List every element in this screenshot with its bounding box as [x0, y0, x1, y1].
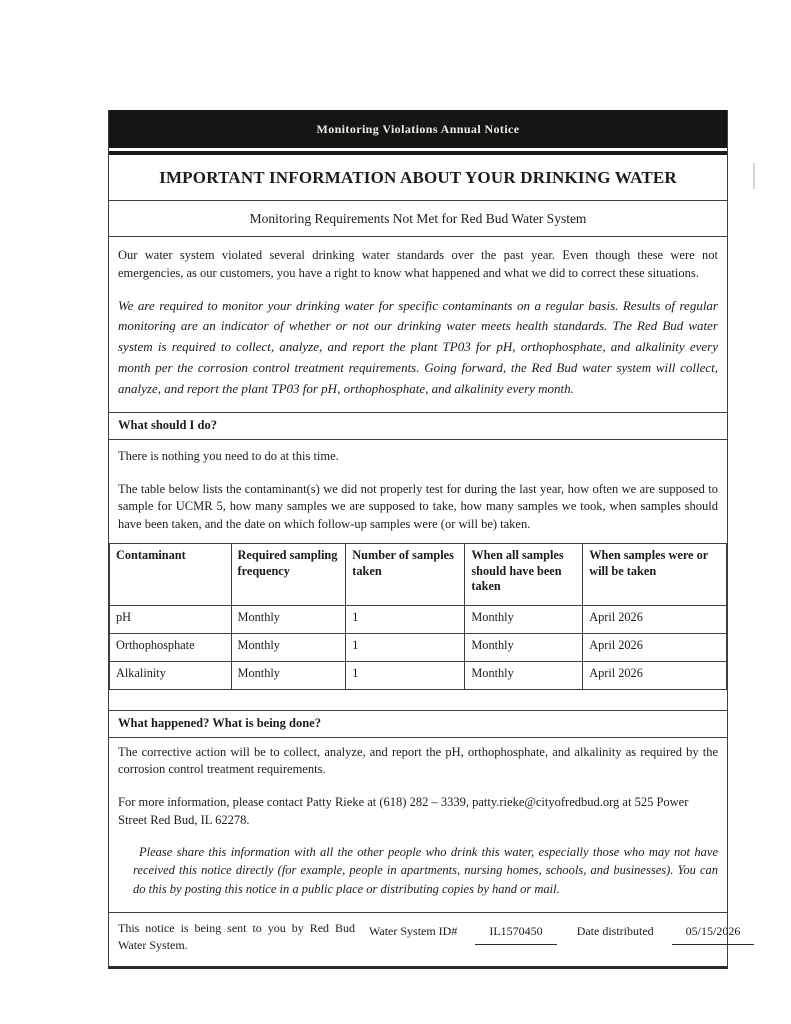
cell-frequency: Monthly	[231, 633, 346, 661]
date-distributed-value: 05/15/2026	[672, 924, 755, 945]
cell-samples-taken: 1	[346, 633, 465, 661]
share-notice-text: Please share this information with all the other people who drink this water, especially those who may not have received this notice directly (for example, people in apartments, nursing homes, schools, and businesses). You can do this by posting this notice in a public place or distributing copies by hand or mail.	[133, 844, 718, 897]
monitoring-requirement-paragraph: We are required to monitor your drinking water for specific contaminants on a regular basis. Results of regular monitoring are an indicator of whether or not our drinking water meets health standards. The Red Bud water system is required to collect, analyze, and report the plant TP03 for pH, orthophosphate, and alkalinity every month per the corrosion control treatment requirements. Going forward, the Red Bud water system will collect, analyze, and report the plant TP03 for pH, orthophosphate, and alkalinity every month.	[118, 297, 718, 396]
table-row	[110, 633, 727, 661]
table-intro-text: The table below lists the contaminant(s) we did not properly test for during the last year, how often we are supposed to sample for UCMR 5, how many samples we are supposed to take, how many samples we took, when samples should have been taken, and the date on which follow-up samples were (or will be) taken.	[118, 481, 718, 531]
page-title: IMPORTANT INFORMATION ABOUT YOUR DRINKING WATER	[109, 155, 727, 201]
col-header-contaminant: Contaminant	[110, 544, 232, 605]
col-header-required-frequency: Required sampling frequency	[231, 544, 346, 605]
corrective-action-text: The corrective action will be to collect, analyze, and report the pH, orthophosphate, and alkalinity as required by the corrosion control treatment requirements.	[118, 744, 718, 777]
table-row	[110, 605, 727, 633]
notice-document	[108, 110, 741, 969]
what-happened-body	[109, 738, 727, 912]
col-header-when-will-be-taken: When samples were or will be taken	[583, 544, 727, 605]
cell-frequency: Monthly	[231, 661, 346, 689]
what-should-i-do-heading: What should I do?	[109, 412, 727, 440]
cell-contaminant: Orthophosphate	[110, 633, 232, 661]
intro-section	[109, 237, 727, 412]
cell-when-will: April 2026	[583, 633, 727, 661]
sent-by-text: This notice is being sent to you by Red Bud Water System.	[118, 920, 355, 952]
cell-when-should: Monthly	[465, 605, 583, 633]
violations-table	[109, 543, 727, 689]
what-should-i-do-body	[109, 440, 727, 543]
banner-bar: Monitoring Violations Annual Notice	[109, 110, 727, 148]
what-happened-heading: What happened? What is being done?	[109, 710, 727, 738]
cell-when-should: Monthly	[465, 633, 583, 661]
cell-frequency: Monthly	[231, 605, 346, 633]
table-row	[110, 661, 727, 689]
footer-strip	[109, 912, 741, 967]
intro-paragraph: Our water system violated several drinking water standards over the past year. Even though these were not emergencies, as our customers, you have a right to know what happened and what we did to correct these situations.	[118, 248, 718, 280]
col-header-samples-taken: Number of samples taken	[346, 544, 465, 605]
page-subtitle: Monitoring Requirements Not Met for Red Bud Water System	[109, 201, 727, 237]
cell-samples-taken: 1	[346, 605, 465, 633]
water-system-id-value: IL1570450	[475, 924, 556, 945]
table-header-row	[110, 544, 727, 605]
contact-info-text: For more information, please contact Patty Rieke at (618) 282 – 3339, patty.rieke@cityofredbud.org at 525 Power Street Red Bud, IL 62278.	[118, 795, 689, 827]
col-header-when-should-have-been-taken: When all samples should have been taken	[465, 544, 583, 605]
cell-contaminant: pH	[110, 605, 232, 633]
cell-samples-taken: 1	[346, 661, 465, 689]
table-gap	[109, 690, 727, 710]
cell-when-should: Monthly	[465, 661, 583, 689]
cell-when-will: April 2026	[583, 661, 727, 689]
date-distributed-label: Date distributed	[576, 923, 654, 938]
water-system-id-label: Water System ID#	[369, 923, 458, 938]
nothing-to-do-text: There is nothing you need to do at this time.	[118, 449, 339, 464]
scan-artifact	[753, 163, 755, 189]
cell-when-will: April 2026	[583, 605, 727, 633]
cell-contaminant: Alkalinity	[110, 661, 232, 689]
